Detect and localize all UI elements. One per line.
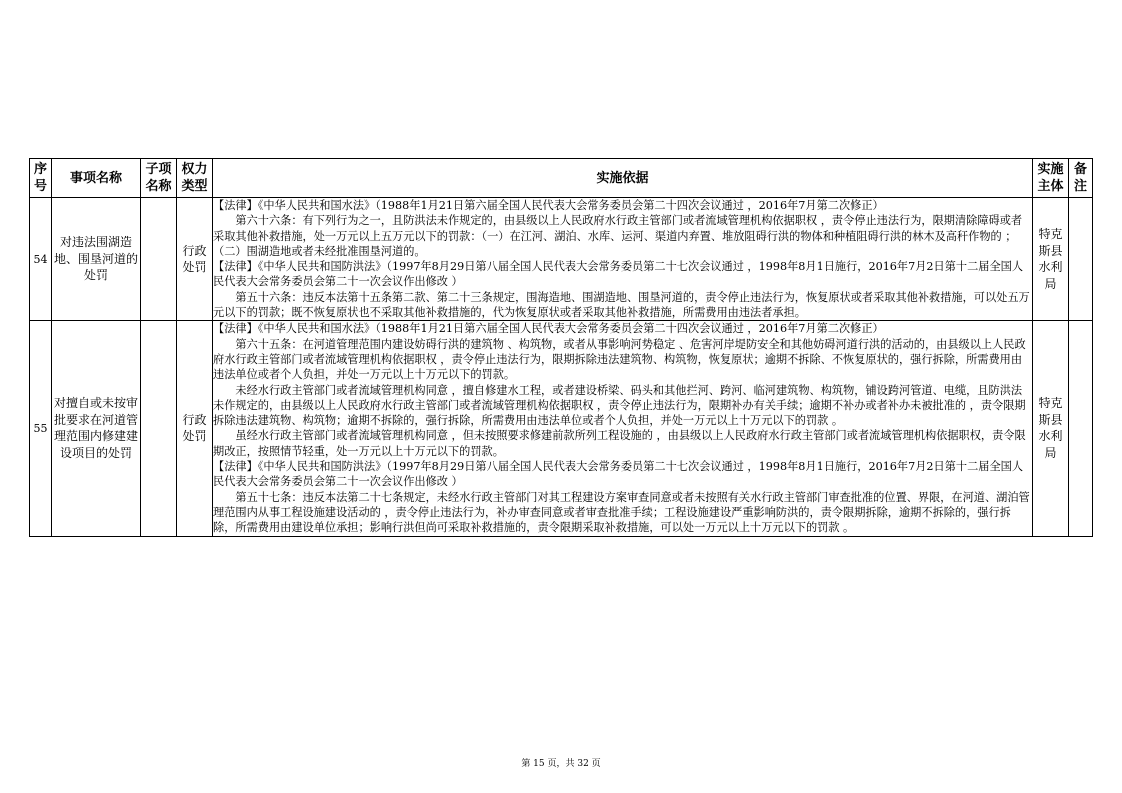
basis-paragraph: 虽经水行政主管部门或者流域管理机构同意 ，但未按照要求修建前款所列工程设施的 ，由县级以上人民政府水行政主管部门或者流域管理机构依据职权，责令限期改正，按照情节轻重，处一万元以上十万元以下的罚款。 [213, 429, 1026, 458]
row-name: 对擅自或未按审批要求在河道管理范围内修建建设项目的处罚 [52, 321, 141, 536]
header-sub-name: 子项名称 [141, 159, 177, 198]
row-body: 特克斯县水利局 [1033, 321, 1069, 536]
page-number: 第 15 页，共 32 页 [521, 759, 601, 769]
row-power-type: 行政处罚 [177, 198, 213, 321]
header-seq: 序号 [30, 159, 52, 198]
basis-paragraph: 第五十六条：违反本法第十五条第二款、第二十三条规定，围海造地、围湖造地、围垦河道的，责令停止违法行为，恢复原状或者采取其他补救措施，可以处五万元以下的罚款；既不恢复原状也不采取其他补救措施的，代为恢复原状或者采取其他补救措施，所需费用由违法者承担。 [213, 290, 1030, 320]
header-basis: 实施依据 [213, 159, 1033, 198]
basis-paragraph: 第六十五条：在河道管理范围内建设妨碍行洪的建筑物 、构筑物，或者从事影响河势稳定 、危害河岸堤防安全和其他妨碍河道行洪的活动的，由县级以上人民政府水行政主管部门或者流域管理机构依据职权 ，责令停止违法行为，限期拆除违法建筑物、构筑物，恢复原状；逾期不拆除、不恢复原状的，强行拆除，所需费用由违法单位或者个人负担，并处一万元以上十万元以下的罚款。 [213, 337, 1026, 382]
basis-paragraph: 【法律】《中华人民共和国防洪法》（1997年8月29日第八届全国人民代表大会常务委员第二十七次会议通过 ，1998年8月1日施行，2016年7月2日第十二届全国人民代表大会常务委员会第二十一次会议作出修改 ） [213, 260, 1024, 289]
enforcement-table [29, 158, 1093, 537]
table-header-row [30, 159, 1093, 198]
basis-paragraph: 【法律】《中华人民共和国防洪法》（1997年8月29日第八届全国人民代表大会常务委员第二十七次会议通过 ，1998年8月1日施行，2016年7月2日第十二届全国人民代表大会常务委员会第二十一次会议作出修改 ） [213, 460, 1024, 489]
row-remark [1069, 198, 1093, 321]
basis-paragraph: 【法律】《中华人民共和国水法》（1988年1月21日第六届全国人民代表大会常务委员会第二十四次会议通过 ，2016年7月第二次修正） [213, 322, 884, 336]
table-row [30, 198, 1093, 321]
basis-paragraph: 第六十六条：有下列行为之一，且防洪法未作规定的，由县级以上人民政府水行政主管部门或者流域管理机构依据职权 ，责令停止违法行为，限期清除障碍或者采取其他补救措施，处一万元以上五万元以下的罚款：（一）在江河、湖泊、水库、运河、渠道内弃置、堆放阻碍行洪的物体和种植阻碍行洪的林木及高秆作物的 ；（二）围湖造地或者未经批准围垦河道的。 [213, 214, 1023, 258]
basis-paragraph: 未经水行政主管部门或者流域管理机构同意 ，擅自修建水工程，或者建设桥梁、码头和其他拦河、跨河、临河建筑物、构筑物，铺设跨河管道、电缆，且防洪法未作规定的，由县级以上人民政府水行政主管部门或者流域管理机构依据职权 ，责令停止违法行为，限期补办有关手续；逾期不补办或者补办未被批准的 ，责令限期拆除违法建筑物、构筑物；逾期不拆除的，强行拆除，所需费用由违法单位或者个人负担，并处一万元以上十万元以下的罚款 。 [213, 383, 1026, 428]
row-seq: 54 [30, 198, 52, 321]
header-power-type: 权力类型 [177, 159, 213, 198]
table-row [30, 321, 1093, 536]
row-basis [213, 198, 1033, 321]
row-sub-name [141, 321, 177, 536]
row-name: 对违法围湖造地、围垦河道的处罚 [52, 198, 141, 321]
header-name: 事项名称 [52, 159, 141, 198]
header-remark: 备注 [1069, 159, 1093, 198]
header-body: 实施主体 [1033, 159, 1069, 198]
row-sub-name [141, 198, 177, 321]
row-remark [1069, 321, 1093, 536]
basis-paragraph: 【法律】《中华人民共和国水法》（1988年1月21日第六届全国人民代表大会常务委员会第二十四次会议通过 ，2016年7月第二次修正） [213, 199, 884, 212]
row-body: 特克斯县水利局 [1033, 198, 1069, 321]
row-power-type: 行政处罚 [177, 321, 213, 536]
row-basis [213, 321, 1033, 536]
row-seq: 55 [30, 321, 52, 536]
basis-paragraph: 第五十七条：违反本法第二十七条规定，未经水行政主管部门对其工程建设方案审查同意或者未按照有关水行政主管部门审查批准的位置、界限，在河道、湖泊管理范围内从事工程设施建设活动的 ，责令停止违法行为，补办审查同意或者审查批准手续；工程设施建设严重影响防洪的，责令限期拆除，逾期不拆除的，强行拆除，所需费用由建设单位承担；影响行洪但尚可采取补救措施的，责令限期采取补救措施，可以处一万元以上十万元以下的罚款 。 [213, 490, 1030, 535]
